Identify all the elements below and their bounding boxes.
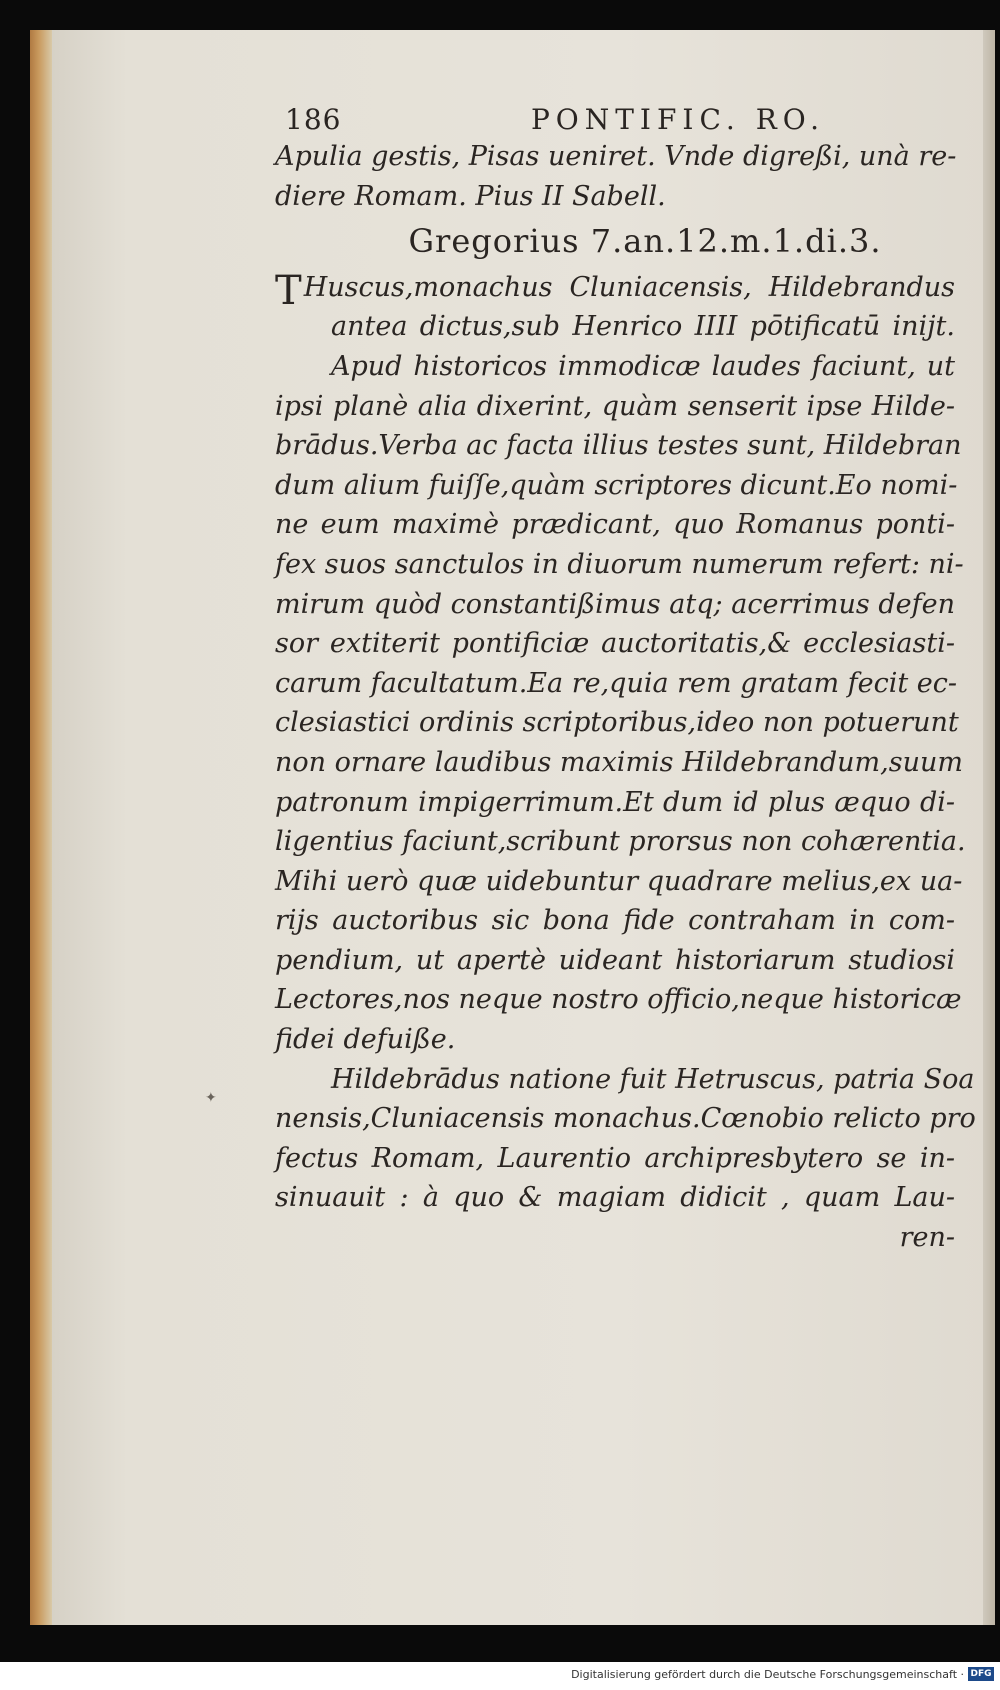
page-header <box>285 103 825 136</box>
text-line: Mihi uerò quæ uidebuntur quadrare melius,ex ua- <box>275 865 963 897</box>
text-line: fidei defuiße. <box>275 1024 456 1056</box>
text-line: ipsi planè alia dixerint, quàm senserit ipse Hilde- <box>275 390 955 422</box>
text-line: fex suos sanctulos in diuorum numerum refert: ni- <box>275 548 964 580</box>
text-line: rijs auctoribus sic bona fide contraham in com- <box>275 905 955 937</box>
running-title: PONTIFIC. RO. <box>530 103 825 136</box>
text-line: nensis,Cluniacensis monachus.Cœnobio relicto pro <box>275 1103 976 1135</box>
footer-credit: Digitalisierung gefördert durch die Deutsche Forschungsgemeinschaft · <box>571 1668 964 1681</box>
text-line: ligentius faciunt,scribunt prorsus non cohærentia. <box>275 826 966 858</box>
body-text <box>275 137 976 1258</box>
text-line: mirum quòd constantißimus atq; acerrimus defen <box>275 588 955 620</box>
text-line: sinuauit : à quo & magiam didicit , quam Lau- <box>275 1182 955 1214</box>
text-line: sor extiterit pontificiæ auctoritatis,& ecclesiasti- <box>275 628 955 660</box>
text-line: Apulia gestis, Pisas ueniret. Vnde digreßi, unà re- <box>275 141 957 172</box>
text-line: non ornare laudibus maximis Hildebrandum,suum <box>275 746 963 778</box>
text-line: Lectores,nos neque nostro officio,neque historicæ <box>275 984 962 1016</box>
text-line: diere Romam. Pius II Sabell. <box>275 180 666 212</box>
dfg-logo: DFG <box>968 1667 994 1681</box>
text-line: Apud historicos immodicæ laudes faciunt, ut <box>331 350 955 382</box>
first-line-text: Huscus,monachus Cluniacensis, Hildebrandus <box>303 271 955 303</box>
initial-letter: T <box>275 267 302 314</box>
text-line: dum alium fuiſſe,quàm scriptores dicunt.Eo nomi- <box>275 469 958 501</box>
footer-bar <box>0 1662 1000 1690</box>
book-spine-edge <box>30 30 52 1625</box>
text-line: fectus Romam, Laurentio archipresbytero se in- <box>275 1142 955 1174</box>
text-line: patronum impigerrimum.Et dum id plus æquo di- <box>275 786 955 818</box>
catchword: ren- <box>899 1222 955 1254</box>
page-fore-edge <box>983 30 995 1625</box>
page-number: 186 <box>285 103 342 136</box>
text-line: brādus.Verba ac facta illius testes sunt, Hildebran <box>275 430 962 462</box>
text-line: Hildebrādus natione fuit Hetruscus, patria Soa <box>331 1063 975 1095</box>
section-heading: Gregorius 7.an.12.m.1.di.3. <box>408 222 882 261</box>
text-line: pendium, ut apertè uideant historiarum studiosi <box>275 944 955 976</box>
first-line <box>275 264 955 314</box>
text-line: ne eum maximè prædicant, quo Romanus ponti- <box>275 509 955 541</box>
text-line: clesiastici ordinis scriptoribus,ideo non potuerunt <box>275 707 959 739</box>
margin-mark: ✦ <box>205 1090 217 1106</box>
text-line: carum facultatum.Ea re,quia rem gratam fecit ec- <box>275 667 958 699</box>
text-line: antea dictus,sub Henrico IIII pōtificatū inijt. <box>331 311 955 343</box>
